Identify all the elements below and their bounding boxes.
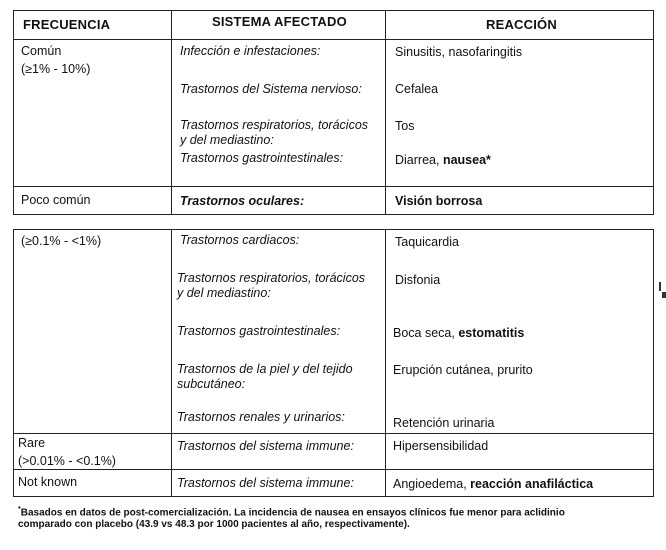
sistema-immune-rare: Trastornos del sistema immune: [177, 439, 354, 453]
reaccion-nausea: nausea* [442, 153, 491, 167]
freq-rare-range: (>0.01% - <0.1%) [18, 454, 116, 468]
sistema-gastro: Trastornos gastrointestinales: [180, 151, 344, 165]
border-col2-upper [171, 10, 172, 215]
scan-mark [659, 282, 661, 291]
scan-mark-2 [662, 292, 666, 298]
reaccion-taquicardia: Taquicardia [395, 235, 459, 249]
border-col3-upper [385, 10, 386, 215]
border-col2-lower [171, 229, 172, 497]
border-poco2-top [13, 229, 654, 230]
sistema-piel: Trastornos de la piel y del tejido [177, 362, 353, 376]
footnote-line-1 [18, 504, 648, 519]
border-right-lower [653, 229, 654, 497]
sistema-immune-not-known: Trastornos del sistema immune: [177, 476, 354, 490]
reaccion-boca-seca-text: Boca seca, [393, 326, 459, 340]
reaccion-diarrea-text: Diarrea, [395, 153, 443, 167]
reaccion-tos: Tos [395, 119, 415, 133]
reaccion-cefalea: Cefalea [395, 82, 439, 96]
footnote [18, 504, 648, 531]
border-poco-bottom [13, 214, 654, 215]
reaccion-angioedema-text: Angioedema, [393, 477, 471, 491]
sistema-respiratorios-2-cont: y del mediastino: [177, 286, 271, 300]
footnote-text-1: Basados en datos de post-comercialización. La incidencia de nausea en ensayos clínicos fue menor para aclidinio [20, 507, 565, 519]
header-frecuencia: FRECUENCIA [23, 17, 111, 32]
reaccion-anafilactica: reacción anafiláctica [470, 477, 594, 491]
reaccion-diarrea [395, 153, 491, 167]
reaccion-boca-seca [393, 326, 524, 340]
sistema-respiratorios: Trastornos respiratorios, torácicos [180, 118, 369, 132]
sistema-respiratorios-cont: y del mediastino: [180, 133, 274, 147]
sistema-renales: Trastornos renales y urinarios: [177, 410, 345, 424]
border-left-lower [13, 229, 14, 497]
border-header-bottom [13, 39, 654, 40]
reaccion-estomatitis: estomatitis [458, 326, 525, 340]
reaccion-erupcion: Erupción cutánea, prurito [393, 363, 533, 377]
sistema-oculares: Trastornos oculares: [180, 194, 305, 208]
header-reaccion: REACCIÓN [486, 17, 557, 32]
footnote-marker: * [18, 506, 21, 513]
footnote-line-2: comparado con placebo (43.9 vs 48.3 por 1000 pacientes al año, respectivamente). [18, 519, 410, 531]
sistema-piel-cont: subcutáneo: [177, 377, 246, 391]
freq-rare: Rare [18, 436, 46, 450]
reaccion-sinusitis: Sinusitis, nasofaringitis [395, 45, 523, 59]
border-left-upper [13, 10, 14, 215]
border-col3-lower [385, 229, 386, 497]
reaccion-angioedema [393, 477, 593, 491]
border-poco2-bottom [13, 433, 654, 434]
sistema-gastro-2: Trastornos gastrointestinales: [177, 324, 341, 338]
border-right-upper [653, 10, 654, 215]
freq-not-known: Not known [18, 475, 78, 489]
reaccion-hipersensibilidad: Hipersensibilidad [393, 439, 489, 453]
reaccion-disfonia: Disfonia [395, 273, 441, 287]
freq-poco-comun: Poco común [21, 193, 91, 207]
border-comun-bottom [13, 186, 654, 187]
sistema-nervioso: Trastornos del Sistema nervioso: [180, 82, 362, 96]
border-top [13, 10, 654, 11]
border-table-bottom [13, 496, 654, 497]
reaccion-retencion: Retención urinaria [393, 416, 495, 430]
reaccion-vision-borrosa: Visión borrosa [395, 194, 483, 208]
freq-poco-comun-range: (≥0.1% - <1%) [21, 234, 102, 248]
sistema-infeccion: Infección e infestaciones: [180, 44, 321, 58]
header-sistema-afectado: SISTEMA AFECTADO [212, 14, 347, 29]
sistema-cardiacos: Trastornos cardiacos: [180, 233, 300, 247]
freq-comun-label: Común [21, 44, 62, 58]
sistema-respiratorios-2: Trastornos respiratorios, torácicos [177, 271, 366, 285]
border-rare-bottom [13, 469, 654, 470]
freq-comun-range: (≥1% - 10%) [21, 62, 91, 76]
